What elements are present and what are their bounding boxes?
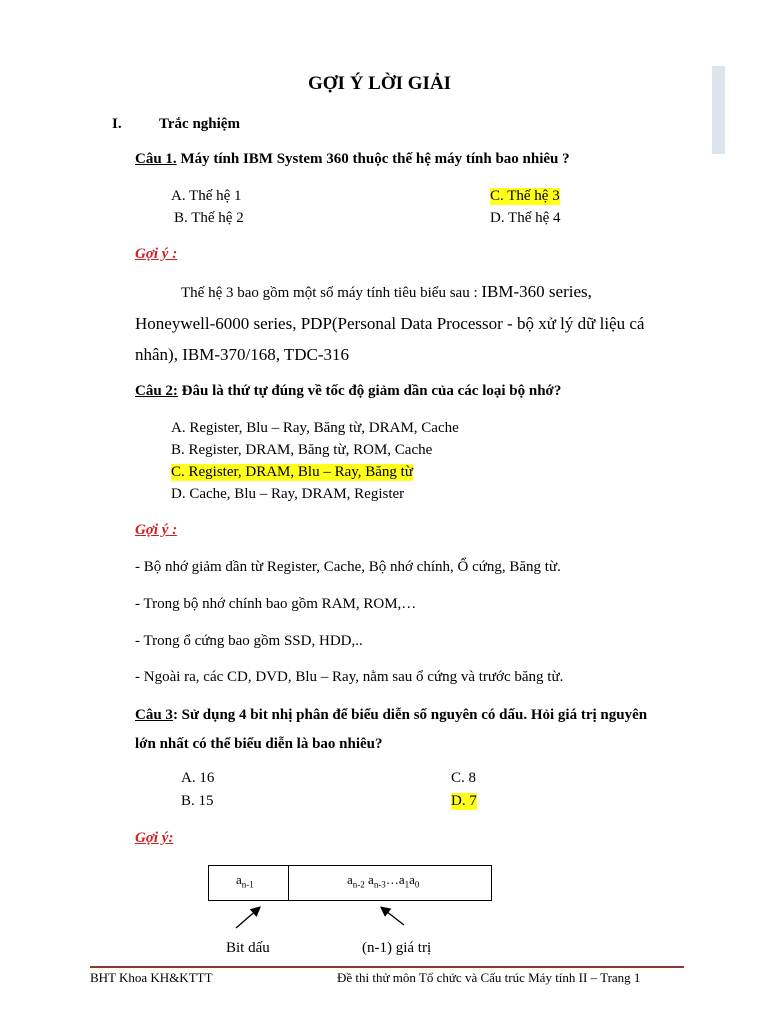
q1-hint-line-1-intro: Thế hệ 3 bao gồm một số máy tính tiêu biểu sau :	[181, 285, 482, 301]
q1-hint-line-3: nhân), IBM-370/168, TDC-316	[135, 345, 350, 364]
q2-hint-3: - Trong ổ cứng bao gồm SSD, HDD,..	[135, 633, 363, 649]
q3-option-b: B. 15	[181, 793, 214, 809]
q2-option-a: A. Register, Blu – Ray, Băng từ, DRAM, Cache	[171, 420, 459, 436]
footer-left: BHT Khoa KH&KTTT	[90, 970, 213, 985]
q2-option-b: B. Register, DRAM, Băng từ, ROM, Cache	[171, 442, 433, 458]
q2-hint-label: Gợi ý :	[135, 522, 178, 538]
question-1-text: Máy tính IBM System 360 thuộc thế hệ máy tính bao nhiêu ?	[176, 151, 570, 167]
q3-option-d-correct: D. 7	[451, 793, 477, 809]
footer-rule	[90, 966, 684, 968]
q1-option-a: A. Thế hệ 1	[171, 188, 242, 204]
page-title: GỢI Ý LỜI GIẢI	[308, 73, 452, 94]
q1-option-c-correct: C. Thế hệ 3	[490, 188, 560, 204]
question-3-label: Câu 3	[135, 707, 173, 723]
q2-hint-4: - Ngoài ra, các CD, DVD, Blu – Ray, nằm sau ổ cứng và trước băng từ.	[135, 669, 564, 685]
value-bits-cell: $a_{n-2}$ $a_{n-3}\dots a_1a_0$	[347, 872, 420, 890]
q2-hint-2: - Trong bộ nhớ chính bao gồm RAM, ROM,…	[135, 596, 417, 612]
question-3-text-1: : Sử dụng 4 bit nhị phân để biểu diễn số nguyên có dấu. Hỏi giá trị nguyên	[172, 707, 648, 723]
value-bits-caption: (n-1) giá trị	[362, 940, 432, 956]
footer-right: Đề thi thử môn Tổ chức và Cấu trúc Máy tính II – Trang 1	[337, 970, 641, 985]
q1-hint-label: Gợi ý :	[135, 246, 178, 262]
q1-hint-line-1-list: IBM-360 series,	[481, 282, 592, 301]
q3-option-a: A. 16	[181, 770, 215, 786]
q2-hint-1: - Bộ nhớ giảm dần từ Register, Cache, Bộ nhớ chính, Ổ cứng, Băng từ.	[135, 559, 561, 575]
sign-bit-caption: Bit dấu	[226, 940, 270, 956]
sign-bit-cell: $a_{n-1}$	[236, 872, 254, 890]
question-1-label: Câu 1.	[135, 151, 177, 167]
q3-hint-label: Gợi ý:	[135, 830, 174, 846]
q3-option-c: C. 8	[451, 770, 477, 786]
q2-option-d: D. Cache, Blu – Ray, DRAM, Register	[171, 486, 405, 502]
section-heading: Trắc nghiệm	[159, 116, 240, 132]
question-2-text: Đâu là thứ tự đúng về tốc độ giảm dần của các loại bộ nhớ?	[177, 383, 562, 399]
q1-option-d: D. Thế hệ 4	[490, 210, 561, 226]
q1-option-b: B. Thế hệ 2	[174, 210, 244, 226]
q2-option-c-correct: C. Register, DRAM, Blu – Ray, Băng từ	[171, 464, 413, 480]
question-3-text-2: lớn nhất có thể biểu diễn là bao nhiêu?	[135, 736, 383, 752]
question-2-label: Câu 2:	[135, 383, 178, 399]
q1-hint-line-2: Honeywell-6000 series, PDP(Personal Data Processor - bộ xử lý dữ liệu cá	[135, 314, 645, 333]
sign-bit-arrow	[236, 908, 259, 928]
section-number: I.	[112, 116, 122, 132]
value-bits-arrow	[382, 908, 404, 925]
